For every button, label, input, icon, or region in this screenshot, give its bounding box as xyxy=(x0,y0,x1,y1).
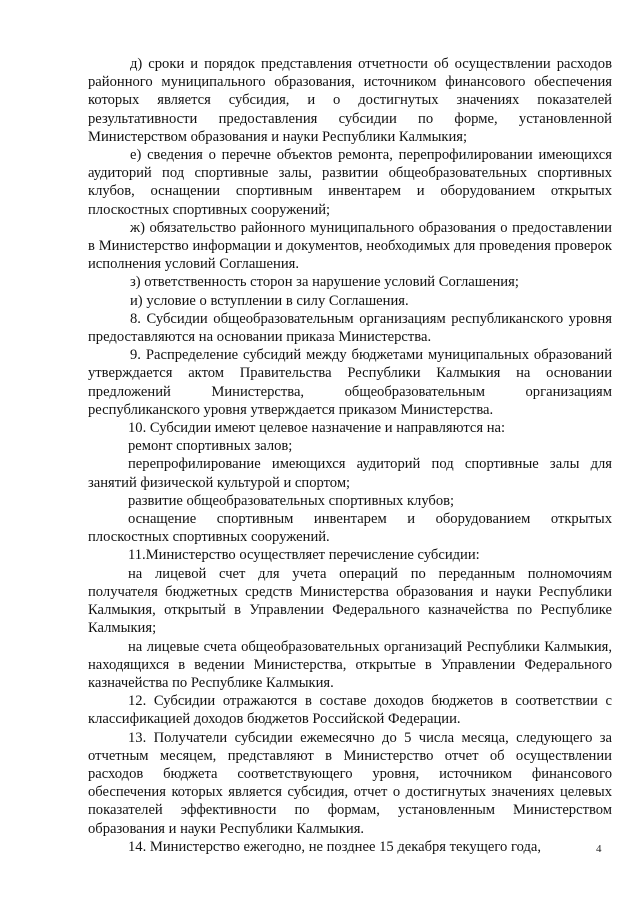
paragraph-14: 14. Министерство ежегодно, не позднее 15 декабря текущего года, xyxy=(128,838,542,855)
paragraph-z: з) ответственность сторон за нарушение условий Соглашения; xyxy=(130,274,519,291)
paragraph-12: 12. Субсидии отражаются в составе доходов бюджетов в соответствии с классификацией доходов бюджетов Российской Федерации. xyxy=(88,693,612,728)
page-number: 4 xyxy=(596,843,602,855)
paragraph-13: 13. Получатели субсидии ежемесячно до 5 числа месяца, следующего за отчетным месяцем, представляют в Министерство отчет об осуществлении расходов бюджета соответствующего уровня, источником финансового обеспечения которых является субсидия, отчет о достигнутых значениях целевых показателей эффективности по формам, установленным Министерством образования и науки Республики Калмыкия. xyxy=(88,729,612,837)
list-item-account: на лицевой счет для учета операций по переданным полномочиям получателя бюджетных средств Министерства образования и науки Республики Калмыкия, открытый в Управлении Федерального казначейства по Республике Калмыкия; xyxy=(88,565,612,637)
paragraph-e: е) сведения о перечне объектов ремонта, перепрофилировании имеющихся аудиторий под спортивные залы, развитии общеобразовательных спортивных клубов, оснащении спортивным инвентарем и оборудованием открытых плоскостных спортивных сооружений; xyxy=(88,147,612,218)
paragraph-zh: ж) обязательство районного муниципального образования о предоставлении в Министерство информации и документов, необходимых для проведения проверок исполнения условий Соглашения. xyxy=(88,219,612,273)
paragraph-11: 11.Министерство осуществляет перечисление субсидии: xyxy=(128,547,480,564)
body-text xyxy=(88,55,612,856)
paragraph-10: 10. Субсидии имеют целевое назначение и направляются на: xyxy=(128,420,506,437)
paragraph-d: д) сроки и порядок представления отчетности об осуществлении расходов районного муниципального образования, источником финансового обеспечения которых является субсидия, и о достигнутых значениях показателей результативности предоставления субсидии по форме, установленной Министерством образования и науки Республики Калмыкия; xyxy=(88,56,612,145)
paragraph-i: и) условие о вступлении в силу Соглашения. xyxy=(130,292,409,309)
list-item-reprofile: перепрофилирование имеющихся аудиторий под спортивные залы для занятий физической культурой и спортом; xyxy=(88,456,612,491)
list-item-repair: ремонт спортивных залов; xyxy=(128,438,293,455)
list-item-equipment: оснащение спортивным инвентарем и оборудованием открытых плоскостных спортивных сооружений. xyxy=(88,511,612,546)
paragraph-9: 9. Распределение субсидий между бюджетами муниципальных образований утверждается актом Правительства Республики Калмыкия на основании предложений Министерства, общеобразовательным организациям республиканского уровня утверждается приказом Министерства. xyxy=(88,347,612,418)
list-item-clubs: развитие общеобразовательных спортивных клубов; xyxy=(128,492,455,509)
list-item-accounts: на лицевые счета общеобразовательных организаций Республики Калмыкия, находящихся в ведении Министерства, открытые в Управлении Федерального казначейства по Республике Калмыкия. xyxy=(88,638,612,691)
paragraph-8: 8. Субсидии общеобразовательным организациям республиканского уровня предоставляются на основании приказа Министерства. xyxy=(88,310,612,346)
